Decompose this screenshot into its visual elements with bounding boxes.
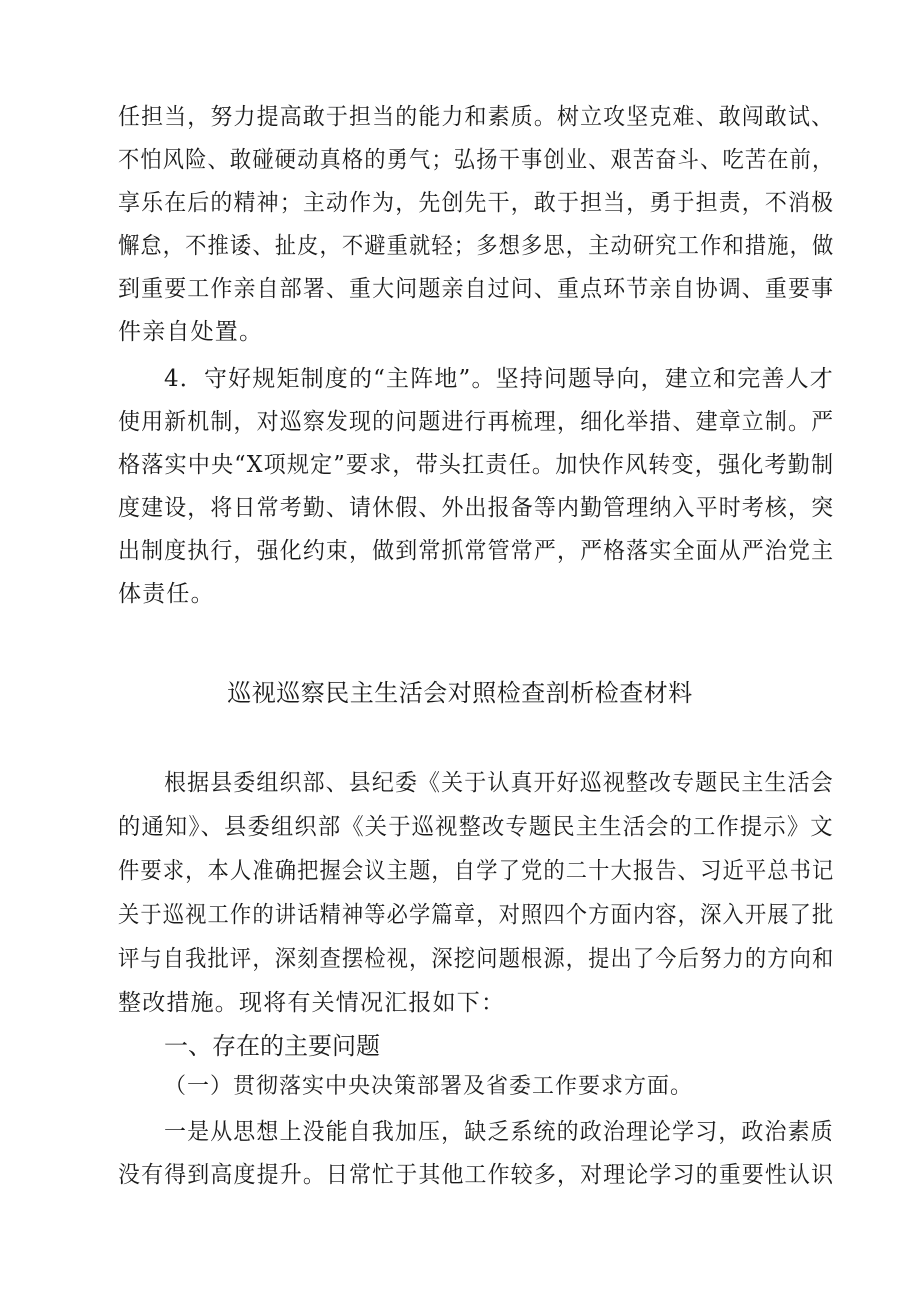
paragraph-line: 体责任。 <box>118 581 215 607</box>
paragraph-line: 根据县委组织部、县纪委《关于认真开好巡视整改专题民主生活会 <box>164 770 834 796</box>
document-title: 巡视巡察民主生活会对照检查剖析检查材料 <box>227 679 693 707</box>
paragraph-line: 不怕风险、敢碰硬动真格的勇气；弘扬干事创业、艰苦奋斗、吃苦在前， <box>118 147 835 173</box>
section-heading: 一、存在的主要问题 <box>164 1032 380 1060</box>
paragraph-line: 一是从思想上没能自我加压，缺乏系统的政治理论学习，政治素质 <box>164 1119 834 1145</box>
paragraph-line: 使用新机制，对巡察发现的问题进行再梳理，细化举措、建章立制。严 <box>118 409 835 435</box>
paragraph-line: 格落实中央“X项规定”要求，带头扛责任。加快作风转变，强化考勤制 <box>118 452 835 478</box>
paragraph-line: 的通知》、县委组织部《关于巡视整改专题民主生活会的工作提示》文 <box>118 814 834 840</box>
paragraph-line: 件亲自处置。 <box>118 319 264 345</box>
paragraph-line: 到重要工作亲自部署、重大问题亲自过问、重点环节亲自协调、重要事 <box>118 276 835 302</box>
paragraph-line: 享乐在后的精神；主动作为，先创先干，敢于担当，勇于担责，不消极 <box>118 190 835 216</box>
paragraph-line: 4．守好规矩制度的“主阵地”。坚持问题导向，建立和完善人才 <box>164 366 834 392</box>
paragraph-line: 件要求，本人准确把握会议主题，自学了党的二十大报告、习近平总书记 <box>118 858 835 884</box>
paragraph-line: 没有得到高度提升。日常忙于其他工作较多，对理论学习的重要性认识 <box>118 1162 835 1188</box>
section-subheading: （一）贯彻落实中央决策部署及省委工作要求方面。 <box>164 1074 694 1099</box>
paragraph-line: 度建设，将日常考勤、请休假、外出报备等内勤管理纳入平时考核，突 <box>118 495 835 521</box>
paragraph-line: 整改措施。现将有关情况汇报如下： <box>118 990 506 1016</box>
paragraph-line: 任担当，努力提高敢于担当的能力和素质。树立攻坚克难、敢闯敢试、 <box>118 104 835 130</box>
paragraph-line: 关于巡视工作的讲话精神等必学篇章，对照四个方面内容，深入开展了批 <box>118 902 835 928</box>
paragraph-line: 懈怠，不推诿、扯皮，不避重就轻；多想多思，主动研究工作和措施，做 <box>118 233 835 259</box>
paragraph-line: 出制度执行，强化约束，做到常抓常管常严，严格落实全面从严治党主 <box>118 538 835 564</box>
paragraph-line: 评与自我批评，深刻查摆检视，深挖问题根源，提出了今后努力的方向和 <box>118 946 835 972</box>
